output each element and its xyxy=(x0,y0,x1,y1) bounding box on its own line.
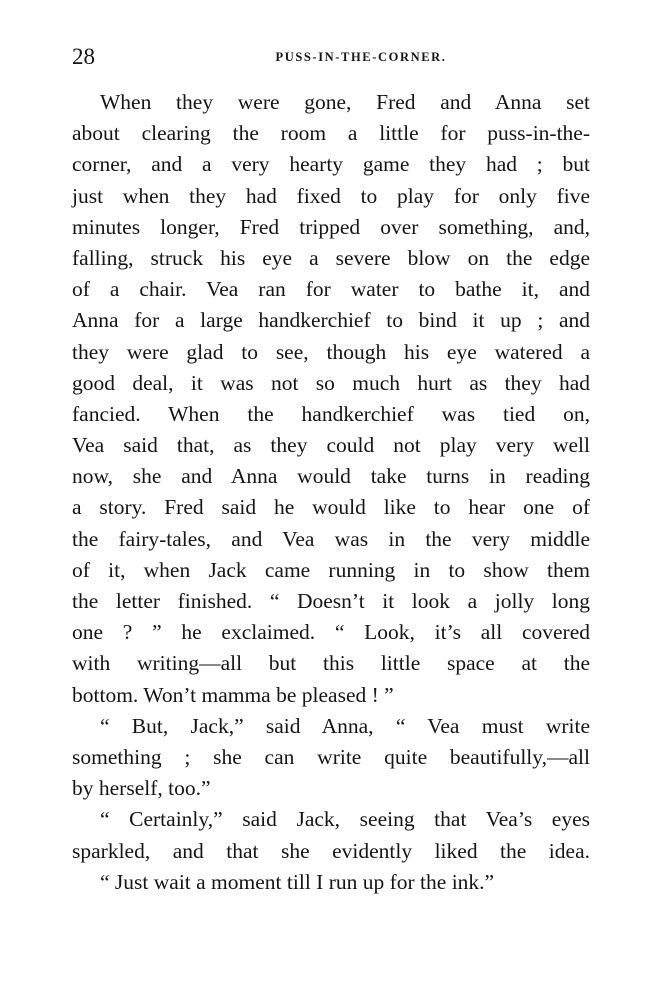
text-line: fancied. When the handkerchief was tied on, xyxy=(72,401,590,426)
text-line: by herself, too.” xyxy=(72,776,211,801)
text-line: corner, and a very hearty game they had ; but xyxy=(72,152,590,177)
text-line: Anna for a large handkerchief to bind it up ; and xyxy=(72,308,590,333)
text-line: sparkled, and that she evidently liked the idea. xyxy=(72,838,590,863)
text-line: “ But, Jack,” said Anna, “ Vea must write xyxy=(100,713,590,738)
text-line: something ; she can write quite beautifully,—all xyxy=(72,744,590,769)
running-head xyxy=(72,44,590,74)
text-line: about clearing the room a little for puss-in-the- xyxy=(72,121,590,146)
text-line: “ Certainly,” said Jack, seeing that Vea’s eyes xyxy=(100,807,590,832)
text-line: bottom. Won’t mamma be pleased ! ” xyxy=(72,682,394,707)
text-line: of it, when Jack came running in to show them xyxy=(72,557,590,582)
text-line: minutes longer, Fred tripped over something, and, xyxy=(72,214,590,239)
text-line: When they were gone, Fred and Anna set xyxy=(100,90,590,114)
text-line: of a chair. Vea ran for water to bathe it, and xyxy=(72,277,590,302)
text-line: Vea said that, as they could not play very well xyxy=(72,433,590,458)
text-line: the fairy-tales, and Vea was in the very middle xyxy=(72,526,590,551)
text-line: they were glad to see, though his eye watered a xyxy=(72,339,590,364)
text-line: now, she and Anna would take turns in reading xyxy=(72,464,590,489)
text-line: “ Just wait a moment till I run up for the ink.” xyxy=(100,869,495,894)
text-line: with writing—all but this little space at the xyxy=(72,651,590,676)
text-line: just when they had fixed to play for only five xyxy=(72,183,590,208)
body-text xyxy=(72,87,590,898)
text-line: one ? ” he exclaimed. “ Look, it’s all covered xyxy=(72,620,590,645)
page-number: 28 xyxy=(72,44,95,69)
text-line: a story. Fred said he would like to hear one of xyxy=(72,495,590,520)
running-title: PUSS-IN-THE-CORNER. xyxy=(275,50,447,64)
text-line: good deal, it was not so much hurt as they had xyxy=(72,370,590,395)
text-line: the letter finished. “ Doesn’t it look a jolly long xyxy=(72,589,590,613)
text-line: falling, struck his eye a severe blow on the edge xyxy=(72,245,590,270)
